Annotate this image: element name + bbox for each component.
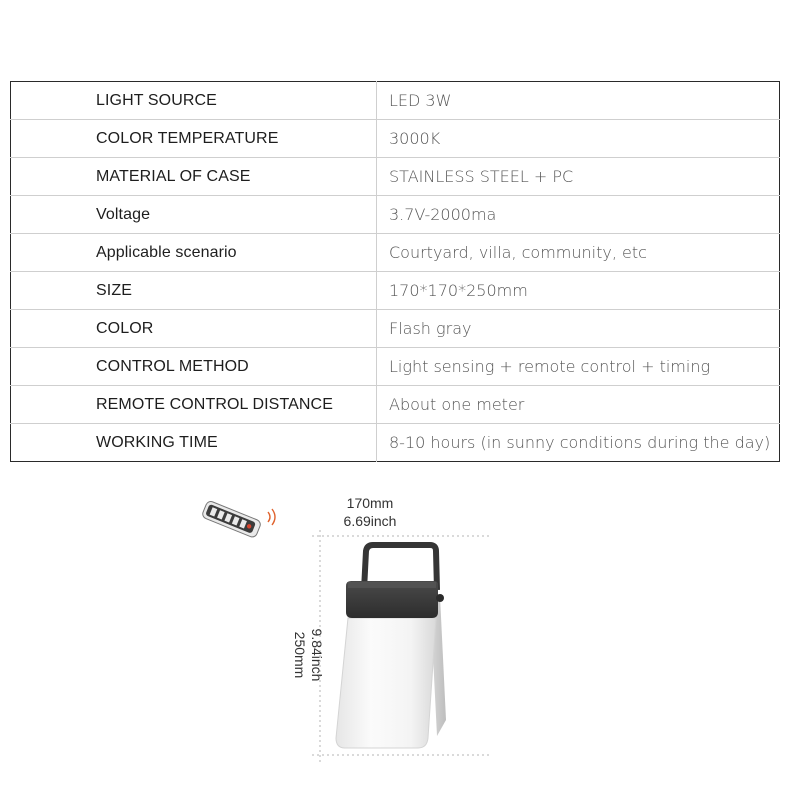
lantern-lamp-icon [336, 545, 446, 748]
spec-label: LIGHT SOURCE [11, 82, 377, 120]
spec-value: 8-10 hours (in sunny conditions during the day) [389, 433, 771, 452]
spec-value: STAINLESS STEEL + PC [377, 158, 780, 196]
spec-label: COLOR [11, 310, 377, 348]
spec-value: LED 3W [377, 82, 780, 120]
spec-value: Courtyard, villa, community, etc [377, 234, 780, 272]
signal-waves-icon [268, 509, 275, 525]
remote-control-icon [201, 500, 262, 538]
spec-value: Flash gray [377, 310, 780, 348]
spec-label: SIZE [11, 272, 377, 310]
spec-value: Light sensing + remote control + timing [377, 348, 780, 386]
spec-value: 3000K [377, 120, 780, 158]
height-mm: 250mm [292, 631, 308, 679]
width-mm: 170mm [346, 495, 394, 511]
spec-value: 170*170*250mm [377, 272, 780, 310]
height-inch: 9.84inch [309, 628, 325, 682]
spec-label: CONTROL METHOD [11, 348, 377, 386]
spec-label: REMOTE CONTROL DISTANCE [11, 386, 377, 424]
spec-value: About one meter [377, 386, 780, 424]
height-dimension-label [285, 605, 325, 705]
spec-label: Voltage [11, 196, 377, 234]
spec-label: WORKING TIME [11, 424, 377, 462]
width-dimension-label [330, 494, 410, 530]
spec-value: 3.7V-2000ma [377, 196, 780, 234]
spec-label: COLOR TEMPERATURE [11, 120, 377, 158]
spec-label: Applicable scenario [11, 234, 377, 272]
width-inch: 6.69inch [343, 513, 397, 529]
spec-label: MATERIAL OF CASE [11, 158, 377, 196]
